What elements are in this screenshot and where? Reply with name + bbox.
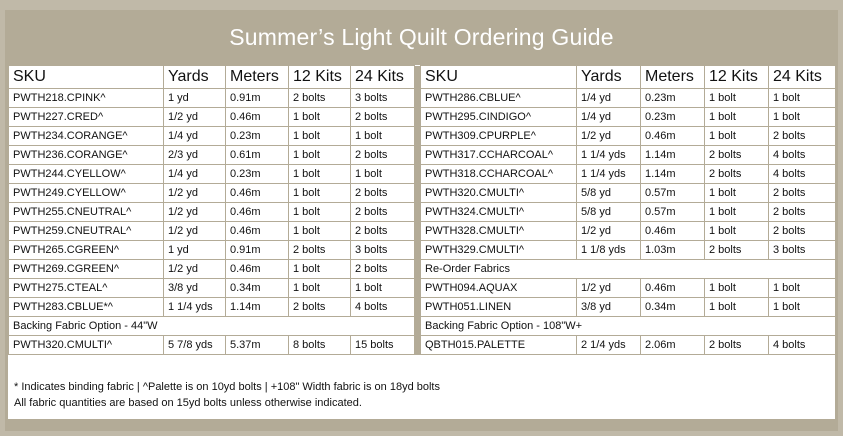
yards-cell: 2/3 yd	[164, 146, 226, 165]
yards-cell: 1/2 yd	[577, 279, 641, 298]
ordering-guide-panel	[5, 10, 838, 431]
kits-24-cell: 2 bolts	[351, 260, 415, 279]
meters-cell: 0.23m	[226, 165, 289, 184]
meters-cell: 0.23m	[641, 89, 705, 108]
kits-24-cell: 2 bolts	[769, 127, 836, 146]
meters-cell: 1.03m	[641, 241, 705, 260]
kits-12-cell: 2 bolts	[705, 241, 769, 260]
yards-cell: 1/4 yd	[164, 165, 226, 184]
table-row	[9, 203, 836, 222]
footnote-bolt-basis: All fabric quantities are based on 15yd bolts unless otherwise indicated.	[14, 397, 362, 409]
yards-cell: 1 1/4 yds	[164, 298, 226, 317]
yards-cell: 1/2 yd	[164, 184, 226, 203]
kits-24-cell: 1 bolt	[351, 165, 415, 184]
sku-cell: PWTH320.CMULTI^	[9, 336, 164, 355]
kits-24-cell: 1 bolt	[769, 108, 836, 127]
kits-24-cell: 2 bolts	[769, 222, 836, 241]
kits-12-cell: 2 bolts	[289, 241, 351, 260]
kits-24-cell: 1 bolt	[351, 127, 415, 146]
kits-24-cell: 1 bolt	[769, 279, 836, 298]
sku-cell: PWTH227.CRED^	[9, 108, 164, 127]
sku-cell: PWTH265.CGREEN^	[9, 241, 164, 260]
yards-cell: 1/2 yd	[164, 222, 226, 241]
sku-cell: PWTH051.LINEN	[421, 298, 577, 317]
kits-12-cell: 1 bolt	[289, 279, 351, 298]
backing-label-row	[9, 317, 836, 336]
sku-cell: PWTH317.CCHARCOAL^	[421, 146, 577, 165]
sku-cell: PWTH269.CGREEN^	[9, 260, 164, 279]
kits-24-cell: 4 bolts	[351, 298, 415, 317]
header-sku-cell: SKU	[9, 66, 164, 89]
kits-12-cell: 1 bolt	[289, 260, 351, 279]
kits-24-cell: 3 bolts	[769, 241, 836, 260]
sku-cell: PWTH324.CMULTI^	[421, 203, 577, 222]
meters-cell: 2.06m	[641, 336, 705, 355]
kits-12-cell: 1 bolt	[289, 222, 351, 241]
yards-cell: 2 1/4 yds	[577, 336, 641, 355]
kits-24-cell: 4 bolts	[769, 146, 836, 165]
meters-cell: 0.34m	[226, 279, 289, 298]
yards-cell: 1 1/4 yds	[577, 165, 641, 184]
kits-12-cell: 1 bolt	[289, 146, 351, 165]
sku-cell: PWTH249.CYELLOW^	[9, 184, 164, 203]
yards-cell: 1/2 yd	[164, 108, 226, 127]
yards-cell: 5 7/8 yds	[164, 336, 226, 355]
yards-cell: 1/2 yd	[577, 127, 641, 146]
kits-24-cell: 2 bolts	[351, 108, 415, 127]
ordering-table-body	[9, 66, 836, 355]
kits-24-cell: 2 bolts	[769, 184, 836, 203]
sku-cell: PWTH094.AQUAX	[421, 279, 577, 298]
sku-cell: PWTH283.CBLUE*^	[9, 298, 164, 317]
kits-12-cell: 2 bolts	[289, 89, 351, 108]
header-kits-24-cell: 24 Kits	[769, 66, 836, 89]
header-yards-cell: Yards	[164, 66, 226, 89]
kits-12-cell: 1 bolt	[705, 108, 769, 127]
meters-cell: 0.61m	[226, 146, 289, 165]
meters-cell: 1.14m	[226, 298, 289, 317]
meters-cell: 0.46m	[641, 127, 705, 146]
header-kits-24-cell: 24 Kits	[351, 66, 415, 89]
kits-12-cell: 1 bolt	[289, 108, 351, 127]
sku-cell: PWTH236.CORANGE^	[9, 146, 164, 165]
meters-cell: 1.14m	[641, 165, 705, 184]
kits-12-cell: 1 bolt	[289, 203, 351, 222]
backing-row	[9, 336, 836, 355]
sku-cell: PWTH318.CCHARCOAL^	[421, 165, 577, 184]
kits-12-cell: 1 bolt	[705, 184, 769, 203]
yards-cell: 3/8 yd	[577, 298, 641, 317]
kits-24-cell: 2 bolts	[351, 184, 415, 203]
yards-cell: 1/4 yd	[577, 108, 641, 127]
kits-24-cell: 2 bolts	[351, 146, 415, 165]
sku-cell: QBTH015.PALETTE	[421, 336, 577, 355]
sku-cell: PWTH286.CBLUE^	[421, 89, 577, 108]
table-row	[9, 108, 836, 127]
table-row	[9, 89, 836, 108]
yards-cell: 1/2 yd	[577, 222, 641, 241]
kits-12-cell: 1 bolt	[705, 298, 769, 317]
kits-24-cell: 1 bolt	[769, 89, 836, 108]
ordering-table-sheet	[8, 65, 835, 419]
table-row	[9, 279, 836, 298]
yards-cell: 1/2 yd	[164, 260, 226, 279]
header-yards-cell: Yards	[577, 66, 641, 89]
kits-24-cell: 2 bolts	[351, 222, 415, 241]
yards-cell: 1/2 yd	[164, 203, 226, 222]
sku-cell: PWTH218.CPINK^	[9, 89, 164, 108]
backing-44w-label: Backing Fabric Option - 44"W	[9, 317, 415, 336]
kits-12-cell: 1 bolt	[289, 184, 351, 203]
table-row	[9, 146, 836, 165]
reorder-section-label: Re-Order Fabrics	[421, 260, 836, 279]
footnote-legend: * Indicates binding fabric | ^Palette is on 10yd bolts | +108" Width fabric is on 18yd bolts	[14, 381, 440, 393]
table-row	[9, 222, 836, 241]
sku-cell: PWTH255.CNEUTRAL^	[9, 203, 164, 222]
kits-12-cell: 1 bolt	[705, 127, 769, 146]
kits-24-cell: 4 bolts	[769, 165, 836, 184]
kits-12-cell: 2 bolts	[705, 336, 769, 355]
table-header-row	[9, 66, 836, 89]
meters-cell: 0.34m	[641, 298, 705, 317]
kits-24-cell: 3 bolts	[351, 89, 415, 108]
header-meters-cell: Meters	[641, 66, 705, 89]
header-kits-12-cell: 12 Kits	[705, 66, 769, 89]
meters-cell: 0.23m	[641, 108, 705, 127]
meters-cell: 0.91m	[226, 241, 289, 260]
meters-cell: 0.46m	[226, 108, 289, 127]
kits-12-cell: 1 bolt	[705, 89, 769, 108]
kits-12-cell: 1 bolt	[289, 127, 351, 146]
footnotes	[14, 379, 440, 411]
sku-cell: PWTH328.CMULTI^	[421, 222, 577, 241]
table-row	[9, 184, 836, 203]
meters-cell: 0.57m	[641, 184, 705, 203]
meters-cell: 0.46m	[226, 222, 289, 241]
backing-108w-label: Backing Fabric Option - 108"W+	[421, 317, 836, 336]
table-row	[9, 260, 836, 279]
meters-cell: 1.14m	[641, 146, 705, 165]
meters-cell: 0.46m	[226, 260, 289, 279]
sku-cell: PWTH259.CNEUTRAL^	[9, 222, 164, 241]
yards-cell: 1 1/8 yds	[577, 241, 641, 260]
sku-cell: PWTH320.CMULTI^	[421, 184, 577, 203]
yards-cell: 1 yd	[164, 89, 226, 108]
header-kits-12-cell: 12 Kits	[289, 66, 351, 89]
meters-cell: 5.37m	[226, 336, 289, 355]
yards-cell: 1 1/4 yds	[577, 146, 641, 165]
yards-cell: 3/8 yd	[164, 279, 226, 298]
sku-cell: PWTH329.CMULTI^	[421, 241, 577, 260]
sku-cell: PWTH244.CYELLOW^	[9, 165, 164, 184]
sku-cell: PWTH295.CINDIGO^	[421, 108, 577, 127]
meters-cell: 0.46m	[226, 184, 289, 203]
sku-cell: PWTH309.CPURPLE^	[421, 127, 577, 146]
yards-cell: 1/4 yd	[164, 127, 226, 146]
meters-cell: 0.91m	[226, 89, 289, 108]
table-row	[9, 241, 836, 260]
kits-24-cell: 2 bolts	[769, 203, 836, 222]
meters-cell: 0.46m	[641, 222, 705, 241]
kits-12-cell: 8 bolts	[289, 336, 351, 355]
table-row	[9, 127, 836, 146]
meters-cell: 0.46m	[226, 203, 289, 222]
page-title: Summer’s Light Quilt Ordering Guide	[229, 24, 614, 50]
table-row	[9, 298, 836, 317]
kits-12-cell: 1 bolt	[705, 279, 769, 298]
yards-cell: 5/8 yd	[577, 184, 641, 203]
kits-24-cell: 1 bolt	[769, 298, 836, 317]
kits-12-cell: 2 bolts	[705, 146, 769, 165]
kits-12-cell: 2 bolts	[705, 165, 769, 184]
kits-24-cell: 1 bolt	[351, 279, 415, 298]
yards-cell: 1 yd	[164, 241, 226, 260]
meters-cell: 0.23m	[226, 127, 289, 146]
meters-cell: 0.46m	[641, 279, 705, 298]
table-row	[9, 165, 836, 184]
header-meters-cell: Meters	[226, 66, 289, 89]
kits-24-cell: 2 bolts	[351, 203, 415, 222]
kits-12-cell: 1 bolt	[705, 222, 769, 241]
yards-cell: 1/4 yd	[577, 89, 641, 108]
kits-12-cell: 1 bolt	[289, 165, 351, 184]
kits-12-cell: 1 bolt	[705, 203, 769, 222]
kits-24-cell: 15 bolts	[351, 336, 415, 355]
ordering-table	[8, 65, 836, 355]
kits-12-cell: 2 bolts	[289, 298, 351, 317]
kits-24-cell: 3 bolts	[351, 241, 415, 260]
sku-cell: PWTH234.CORANGE^	[9, 127, 164, 146]
yards-cell: 5/8 yd	[577, 203, 641, 222]
sku-cell: PWTH275.CTEAL^	[9, 279, 164, 298]
kits-24-cell: 4 bolts	[769, 336, 836, 355]
meters-cell: 0.57m	[641, 203, 705, 222]
header-sku-cell: SKU	[421, 66, 577, 89]
